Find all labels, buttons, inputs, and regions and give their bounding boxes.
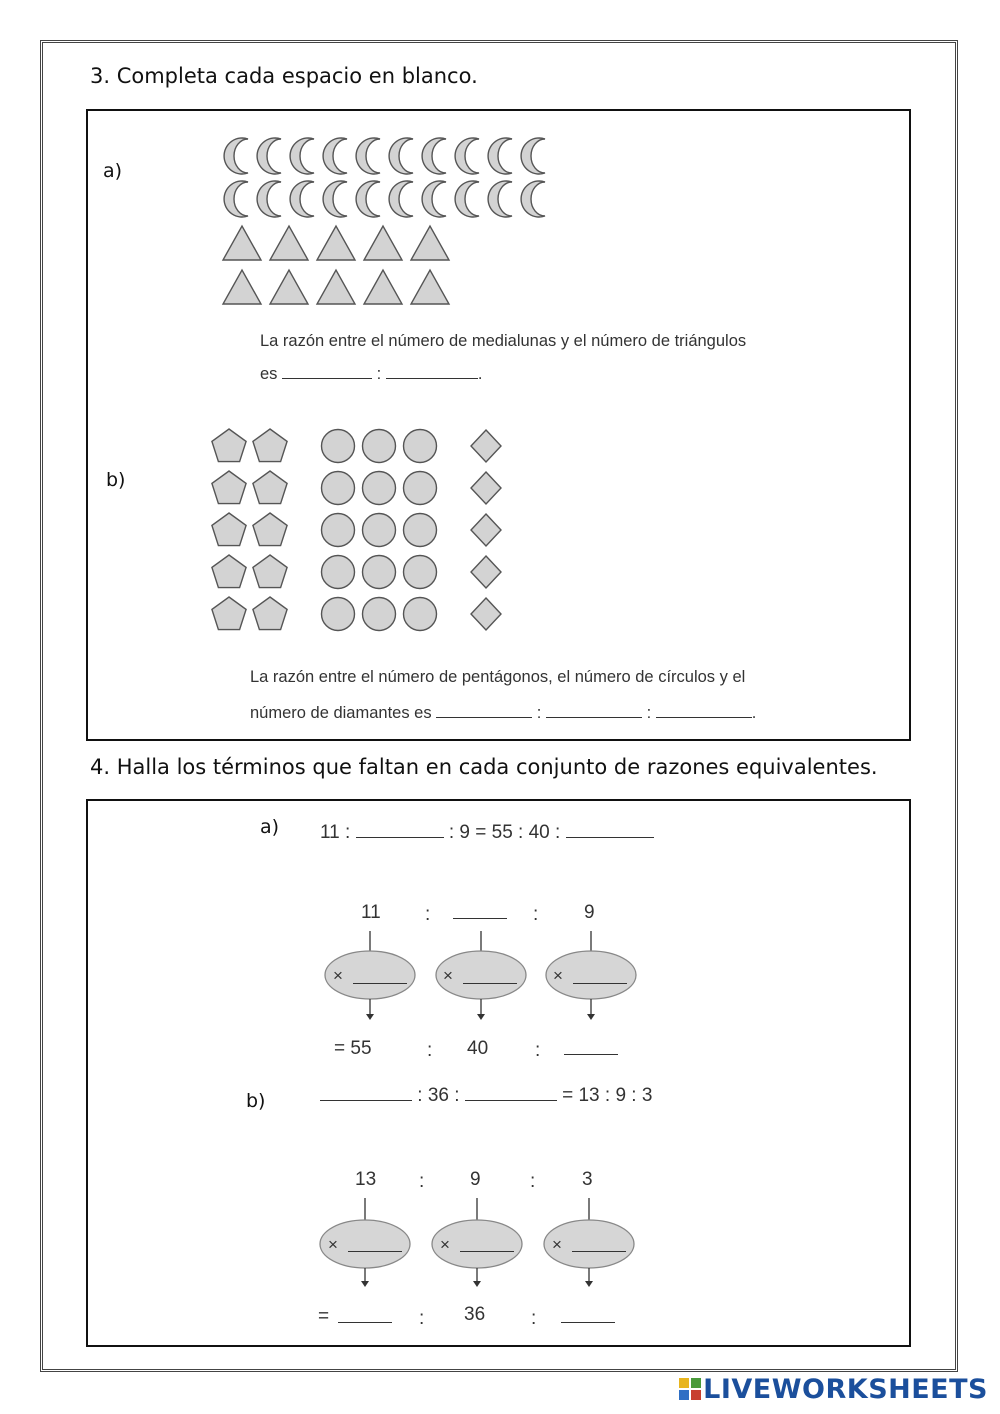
q4-b-eq-part2: = 13 : 9 : 3 xyxy=(562,1085,653,1106)
q4-a-factor-blank-1[interactable] xyxy=(353,969,407,984)
liveworksheets-logo-icon xyxy=(679,1378,701,1400)
q4-b-factor-blank-3[interactable] xyxy=(572,1237,626,1252)
q4-a-times-1: × xyxy=(333,966,343,985)
q4-b-factor-blank-2[interactable] xyxy=(460,1237,514,1252)
arrow-down-icon xyxy=(587,1014,595,1020)
part-a-label: a) xyxy=(103,160,123,182)
q3-a-end: . xyxy=(477,365,483,383)
arrow-down-icon xyxy=(585,1281,593,1287)
q4-a-factor-blank-3[interactable] xyxy=(573,969,627,984)
question-4-title: 4. Halla los términos que faltan en cada conjunto de razones equivalentes. xyxy=(90,755,878,779)
q4-a-factor-blank-2[interactable] xyxy=(463,969,517,984)
q3-a-prefix: es xyxy=(260,365,278,383)
liveworksheets-logo-text: LIVEWORKSHEETS xyxy=(703,1374,988,1405)
q4-a-times-2: × xyxy=(443,966,453,985)
question-3-title: 3. Completa cada espacio en blanco. xyxy=(90,64,478,88)
q4-b-eq-blank-2[interactable] xyxy=(465,1086,557,1101)
q4-b-times-3: × xyxy=(552,1235,562,1254)
q4-b-bottom-eq: = xyxy=(318,1306,330,1327)
q4-a-bottom-1: = 55 xyxy=(334,1038,372,1059)
q4-b-label: b) xyxy=(246,1090,266,1112)
q3-b-sep-1: : xyxy=(536,704,542,722)
q4-b-bottom-2: 36 xyxy=(464,1304,486,1325)
q4-a-bottom-sep-2: : xyxy=(535,1040,541,1061)
q4-b-times-2: × xyxy=(440,1235,450,1254)
q4-a-top-3: 9 xyxy=(584,902,595,923)
q3-b-sep-2: : xyxy=(646,704,652,722)
q4-a-top-sep-2: : xyxy=(533,904,539,925)
arrow-down-icon xyxy=(473,1281,481,1287)
q4-b-top-1: 13 xyxy=(355,1169,377,1190)
q4-a-top-1: 11 xyxy=(361,902,381,923)
part-b-label: b) xyxy=(106,469,126,491)
q4-b-bottom-blank-1[interactable] xyxy=(338,1308,392,1323)
q4-b-bottom-sep-2: : xyxy=(531,1308,537,1329)
q4-b-top-3: 3 xyxy=(582,1169,593,1190)
liveworksheets-logo[interactable] xyxy=(679,1374,988,1405)
q3-b-sentence-line1: La razón entre el número de pentágonos, el número de círculos y el xyxy=(250,668,746,686)
q4-b-eq-blank-1[interactable] xyxy=(320,1086,412,1101)
q4-a-eq-part2: : 9 = 55 : 40 : xyxy=(448,822,561,843)
q4-a-top-sep-1: : xyxy=(425,904,431,925)
q4-b-top-2: 9 xyxy=(470,1169,481,1190)
q4-b-top-sep-2: : xyxy=(530,1171,536,1192)
arrow-down-icon xyxy=(361,1281,369,1287)
q4-a-eq-part1: 11 : xyxy=(320,822,351,843)
q3-b-prefix: número de diamantes es xyxy=(250,704,432,722)
q4-a-bottom-sep-1: : xyxy=(427,1040,433,1061)
q4-a-bottom-2: 40 xyxy=(467,1038,489,1059)
q3-a-sentence-line1: La razón entre el número de medialunas y el número de triángulos xyxy=(260,332,747,350)
q4-a-times-3: × xyxy=(553,966,563,985)
q4-b-bottom-blank-2[interactable] xyxy=(561,1308,615,1323)
q4-b-bottom-sep-1: : xyxy=(419,1308,425,1329)
q3-a-sep: : xyxy=(376,365,382,383)
arrow-down-icon xyxy=(366,1014,374,1020)
q4-b-equation xyxy=(320,1085,652,1107)
q4-a-label: a) xyxy=(260,816,280,838)
q4-b-top-sep-1: : xyxy=(419,1171,425,1192)
q4-a-bottom-blank[interactable] xyxy=(564,1040,618,1055)
q4-b-eq-part1: : 36 : xyxy=(417,1085,460,1106)
arrow-down-icon xyxy=(477,1014,485,1020)
q4-b-times-1: × xyxy=(328,1235,338,1254)
q3-b-end: . xyxy=(751,704,757,722)
q4-b-factor-blank-1[interactable] xyxy=(348,1237,402,1252)
